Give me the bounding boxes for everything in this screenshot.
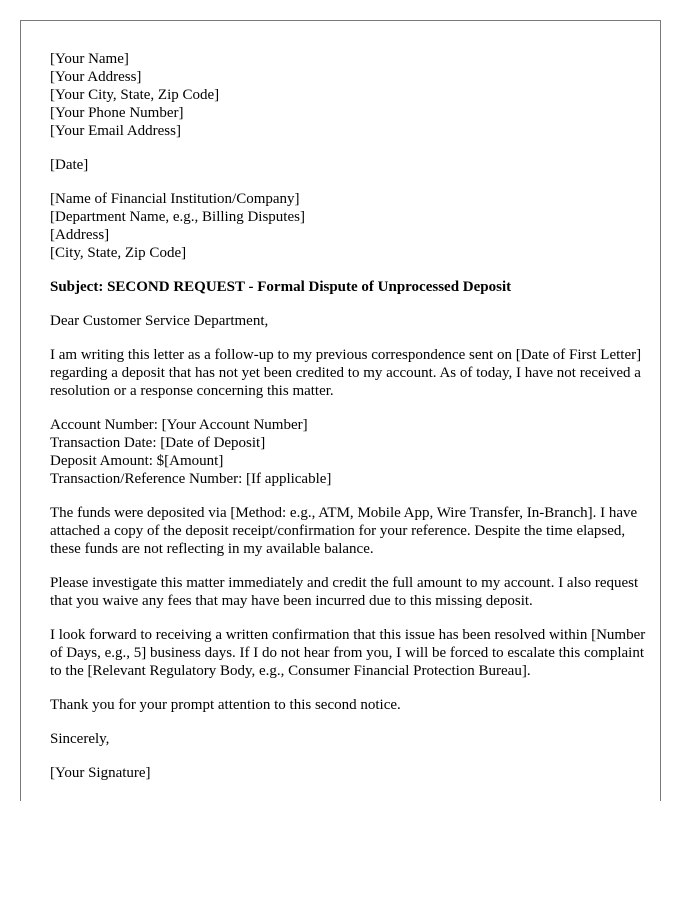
recipient-city-state-zip: [City, State, Zip Code] xyxy=(50,245,187,261)
date-block xyxy=(50,156,650,174)
letter-date: [Date] xyxy=(50,157,89,173)
subject-line: Subject: SECOND REQUEST - Formal Dispute of Unprocessed Deposit xyxy=(50,279,512,295)
sender-block xyxy=(50,50,650,140)
sender-email: [Your Email Address] xyxy=(50,123,181,139)
paragraph-follow-up: I am writing this letter as a follow-up to my previous correspondence sent on [Date of First Letter] regarding a deposit that has not yet been credited to my account. As of today, I have not received a resolution or a response concerning this matter. xyxy=(50,347,642,399)
letter-page xyxy=(20,20,661,801)
account-number: Account Number: [Your Account Number] xyxy=(50,417,308,433)
salutation: Dear Customer Service Department, xyxy=(50,313,269,329)
deposit-details xyxy=(50,416,650,488)
recipient-department: [Department Name, e.g., Billing Disputes] xyxy=(50,209,305,225)
recipient-block xyxy=(50,190,650,262)
signature: [Your Signature] xyxy=(50,765,151,781)
transaction-date: Transaction Date: [Date of Deposit] xyxy=(50,435,266,451)
closing: Sincerely, xyxy=(50,731,110,747)
sender-address: [Your Address] xyxy=(50,69,142,85)
recipient-institution: [Name of Financial Institution/Company] xyxy=(50,191,300,207)
paragraph-thanks: Thank you for your prompt attention to this second notice. xyxy=(50,697,401,713)
letter-body xyxy=(50,50,650,798)
deposit-amount: Deposit Amount: $[Amount] xyxy=(50,453,224,469)
sender-name: [Your Name] xyxy=(50,51,129,67)
paragraph-deadline: I look forward to receiving a written confirmation that this issue has been resolved within [Number of Days, e.g., 5] business days. If I do not hear from you, I will be forced to escalate this complaint to the [Relevant Regulatory Body, e.g., Consumer Financial Protection Bureau]. xyxy=(50,627,646,679)
reference-number: Transaction/Reference Number: [If applicable] xyxy=(50,471,332,487)
paragraph-deposit-method: The funds were deposited via [Method: e.g., ATM, Mobile App, Wire Transfer, In-Branch]. I have attached a copy of the deposit receipt/confirmation for your reference. Despite the time elapsed, these funds are not reflecting in my available balance. xyxy=(50,505,638,557)
sender-city-state-zip: [Your City, State, Zip Code] xyxy=(50,87,220,103)
paragraph-request: Please investigate this matter immediately and credit the full amount to my account. I also request that you waive any fees that may have been incurred due to this missing deposit. xyxy=(50,575,639,609)
recipient-address: [Address] xyxy=(50,227,110,243)
sender-phone: [Your Phone Number] xyxy=(50,105,184,121)
